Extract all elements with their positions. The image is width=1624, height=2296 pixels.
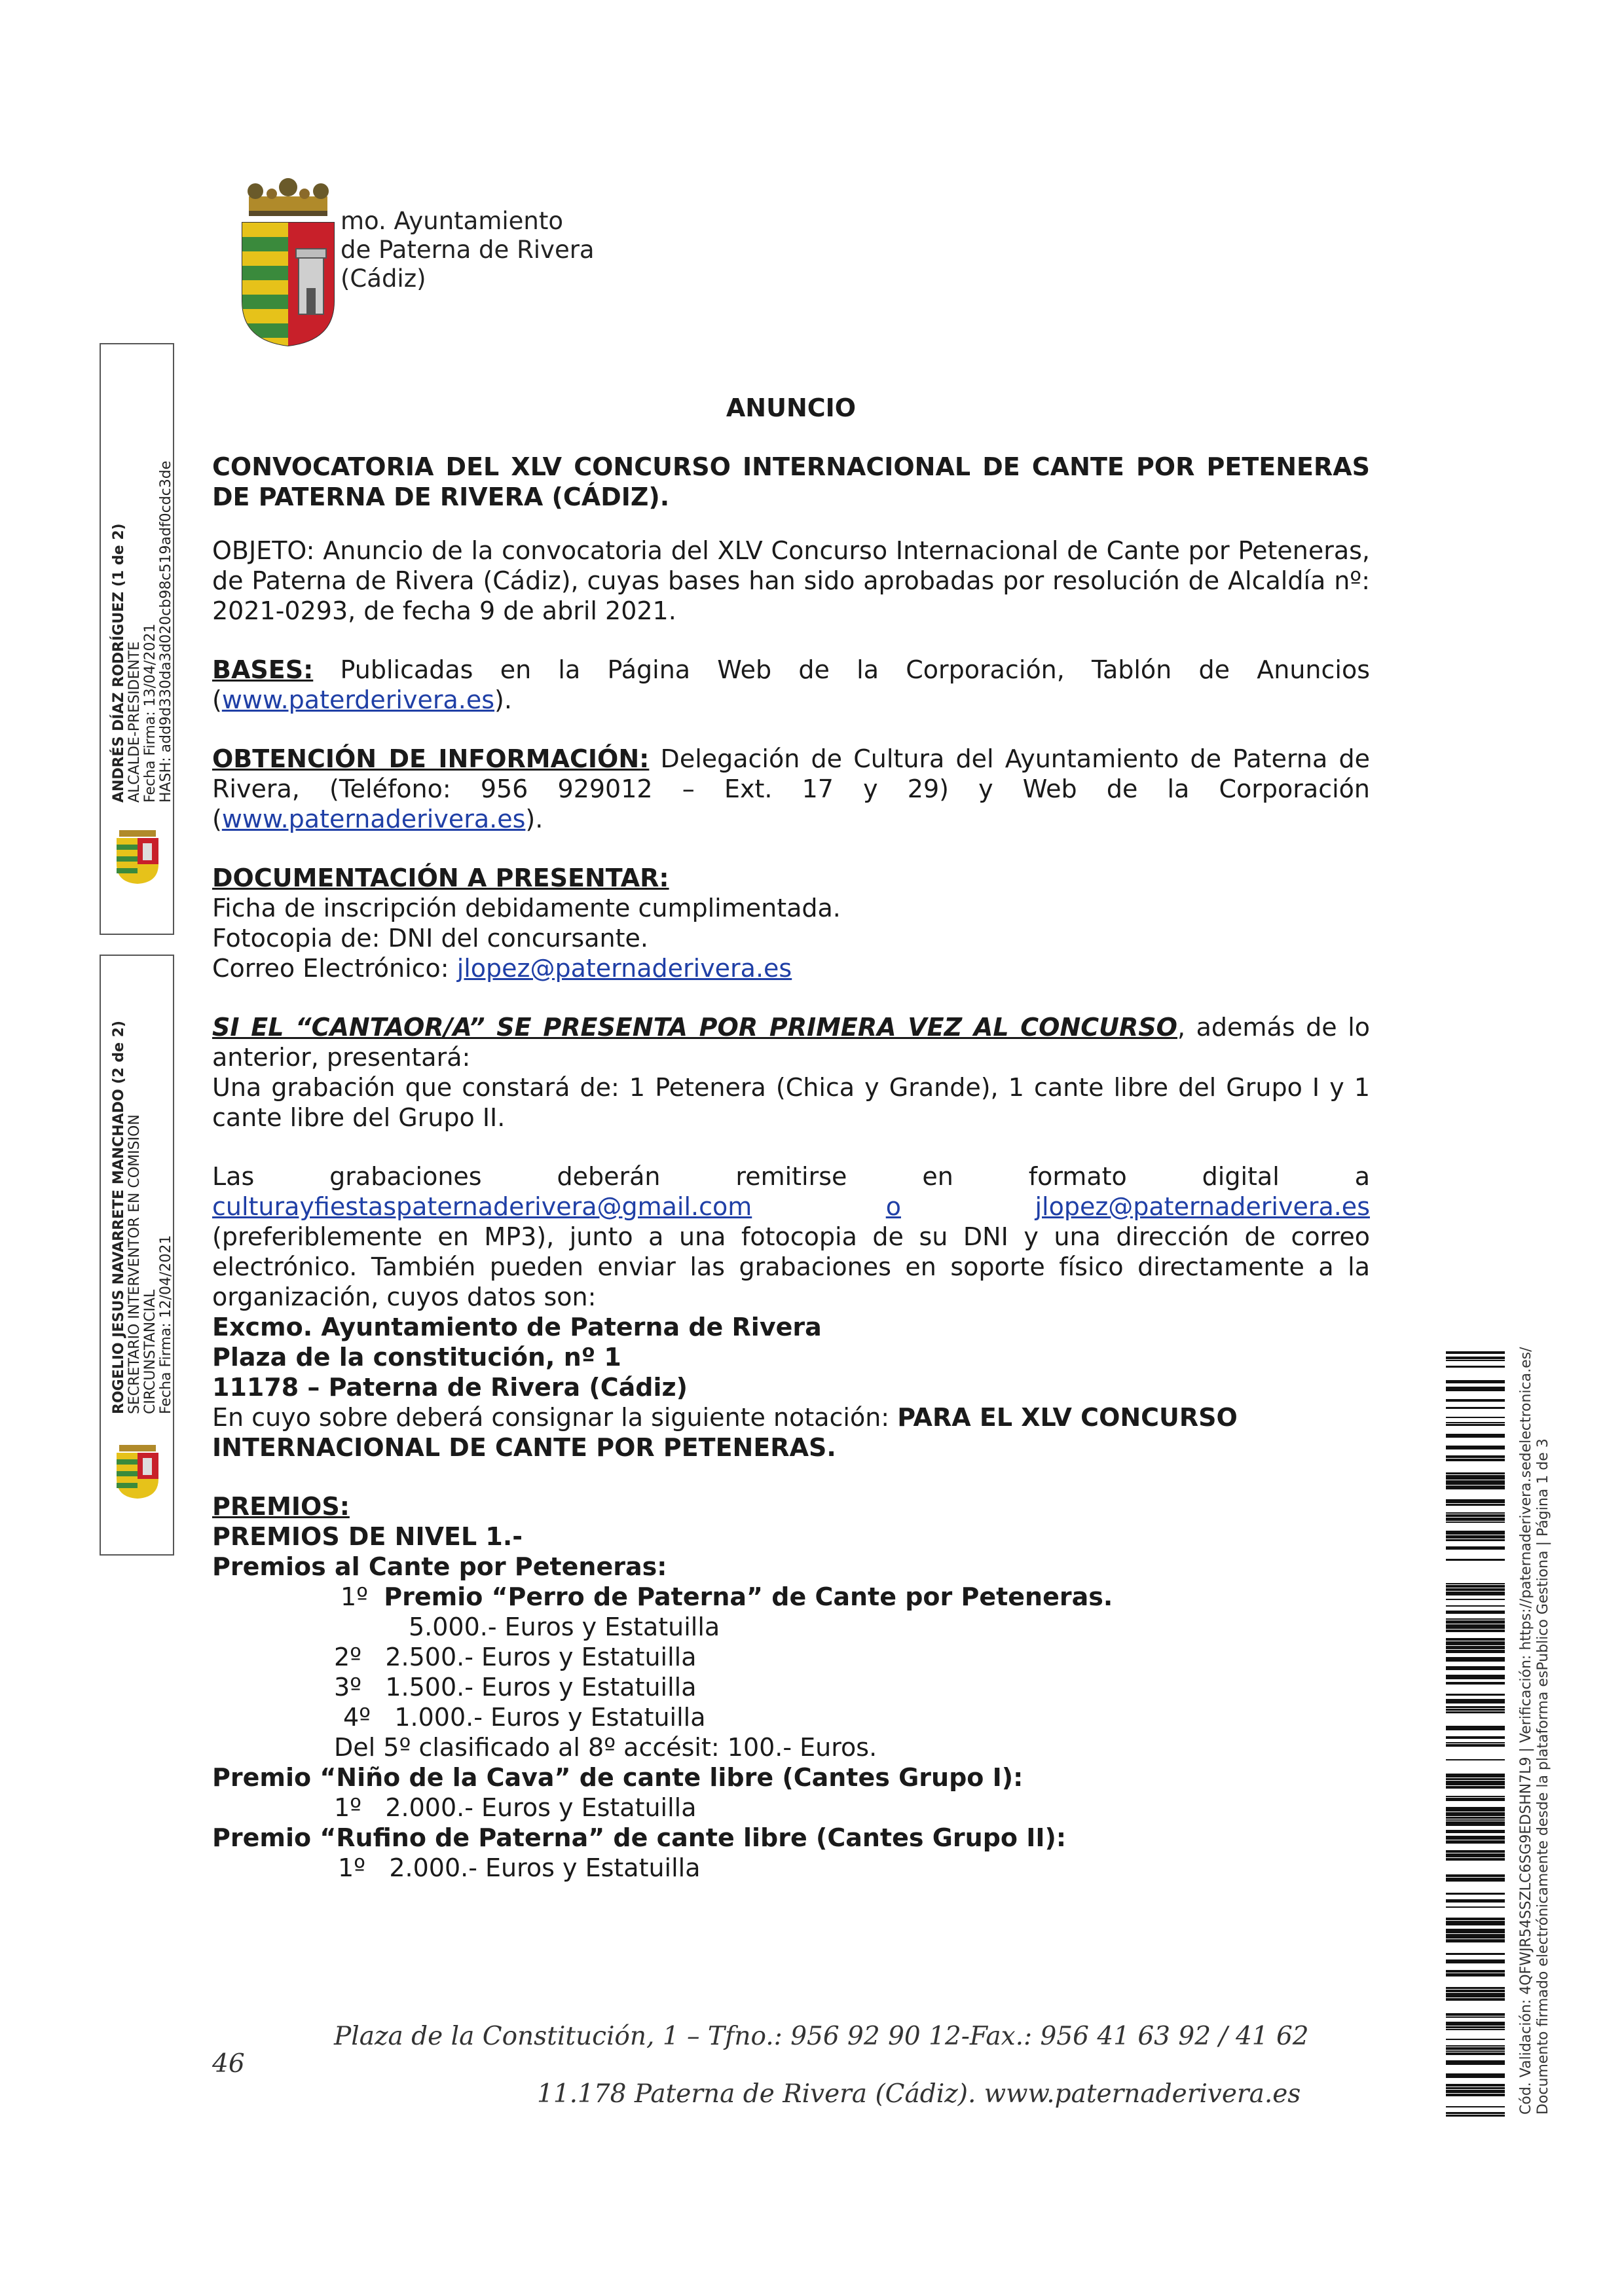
barcode-bar [1446, 1407, 1505, 1409]
bases-paragraph: BASES: Publicadas en la Página Web de la Corporación, Tablón de Anuncios (www.paterderivera.es). [212, 655, 1370, 714]
signature-stamp-1 [100, 343, 174, 935]
signature-hash: HASH: add9d330da3d020cb98c519adf0cdc3de [158, 460, 174, 803]
peteneras-heading: Premios al Cante por Peteneras: [212, 1552, 667, 1581]
barcode-bar [1446, 1836, 1505, 1840]
barcode-bar [1446, 1709, 1505, 1711]
document-body [212, 393, 1370, 1883]
coat-of-arms-logo [236, 177, 341, 347]
barcode-bar [1446, 1387, 1505, 1391]
barcode-bar [1446, 1531, 1505, 1535]
barcode-bar [1446, 1918, 1505, 1920]
organization-name [341, 207, 595, 293]
org-line-2: de Paterna de Rivera [341, 236, 595, 264]
prize-1-amount: 5.000.- Euros y Estatuilla [409, 1613, 720, 1641]
info-paragraph: OBTENCIÓN DE INFORMACIÓN: Delegación de Cultura del Ayuntamiento de Paterna de Rivera, (Teléfono: 956 929012 – Ext. 17 y 29) y Web de la Corporación (www.paternaderivera.es). [212, 744, 1370, 833]
bases-label: BASES: [212, 655, 314, 684]
barcode-bar [1446, 1778, 1505, 1780]
documentation-label: DOCUMENTACIÓN A PRESENTAR: [212, 864, 669, 892]
barcode-bar [1446, 1475, 1505, 1480]
barcode-bar [1446, 2084, 1505, 2086]
barcode-bar [1446, 1539, 1505, 1541]
barcode-bar [1446, 1599, 1505, 1600]
barcode-bar [1446, 1611, 1505, 1614]
jlopez-email-link[interactable]: jlopez@paternaderivera.es [1035, 1192, 1370, 1221]
address-line-1: Excmo. Ayuntamiento de Paterna de Rivera [212, 1313, 822, 1341]
rufino-heading: Premio “Rufino de Paterna” de cante libre (Cantes Grupo II): [212, 1823, 1067, 1852]
barcode-bar [1446, 1588, 1505, 1591]
barcode-bar [1446, 1798, 1505, 1801]
barcode-bar [1446, 1485, 1505, 1489]
barcode-bar [1446, 1774, 1505, 1777]
barcode-bar [1446, 1512, 1505, 1514]
signer-role-2: CIRCUNSTANCIAL [142, 1289, 158, 1414]
barcode-bar [1446, 1366, 1505, 1368]
barcode-bar [1446, 1446, 1505, 1449]
barcode-bar [1446, 1699, 1505, 1704]
documentation-line-3: Correo Electrónico: jlopez@paternaderivera.es [212, 954, 792, 983]
barcode-bar [1446, 1830, 1505, 1833]
nino-prize: 1º 2.000.- Euros y Estatuilla [334, 1793, 697, 1822]
page-number: 46 [212, 2049, 245, 2079]
barcode-bar [1446, 1422, 1505, 1423]
info-link[interactable]: www.paternaderivera.es [221, 805, 526, 833]
barcode-bar [1446, 1812, 1505, 1816]
info-label: OBTENCIÓN DE INFORMACIÓN: [212, 744, 650, 773]
barcode-bar [1446, 1987, 1505, 1989]
barcode-bar [1446, 2115, 1505, 2117]
barcode-bar [1446, 1878, 1505, 1882]
documentation-line-1: Ficha de inscripción debidamente cumplimentada. [212, 894, 841, 922]
barcode-bar [1446, 1850, 1505, 1853]
barcode-bar [1446, 1893, 1505, 1895]
barcode-bar [1446, 1351, 1505, 1354]
barcode-bar [1446, 1796, 1505, 1797]
org-line-3: (Cádiz) [341, 264, 426, 293]
objeto-paragraph: OBJETO: Anuncio de la convocatoria del XLV Concurso Internacional de Cante por Peteneras, de Paterna de Rivera (Cádiz), cuyas bases han sido aprobadas por resolución de Alcaldía nº: 2021-0293, de fecha 9 de abril 2021. [212, 536, 1370, 625]
barcode-bar [1446, 2047, 1505, 2050]
barcode-bar [1446, 1711, 1505, 1713]
barcode-bar [1446, 1998, 1505, 2001]
barcode-bar [1446, 1973, 1505, 1977]
barcode-bar [1446, 1592, 1505, 1595]
barcode-bar [1446, 2026, 1505, 2028]
barcode-bar [1446, 1959, 1505, 1963]
signer-name: ROGELIO JESUS NAVARRETE MANCHADO (2 de 2) [111, 1020, 127, 1414]
footer-address: Plaza de la Constitución, 1 – Tfno.: 956 92 90 12-Fax.: 956 41 63 92 / 41 62 [334, 2022, 1309, 2051]
barcode-bar [1446, 1499, 1505, 1503]
barcode-bar [1446, 1559, 1505, 1561]
barcode-bar [1446, 1817, 1505, 1819]
prize-2: 2º 2.500.- Euros y Estatuilla [334, 1643, 697, 1671]
barcode-bar [1446, 1666, 1505, 1670]
barcode-bar [1446, 1650, 1505, 1653]
barcode-bar [1446, 2052, 1505, 2055]
level-heading: PREMIOS DE NIVEL 1.- [212, 1522, 523, 1551]
barcode-bar [1446, 1504, 1505, 1506]
barcode-bar [1446, 1858, 1505, 1861]
barcode-bar [1446, 2094, 1505, 2096]
barcode-bar [1446, 1641, 1505, 1645]
verification-platform: Documento firmado electrónicamente desde la plataforma esPublico Gestiona | Página 1 de 3 [1535, 1438, 1551, 2115]
barcode-bar [1446, 1840, 1505, 1844]
email-link[interactable]: jlopez@paternaderivera.es [456, 954, 792, 983]
bases-link[interactable]: www.paterderivera.es [221, 685, 495, 714]
barcode-bar [1446, 1990, 1505, 1992]
barcode-bar [1446, 1424, 1505, 1426]
barcode-bar [1446, 1736, 1505, 1739]
barcode-bar [1446, 2022, 1505, 2026]
footer-city-web: 11.178 Paterna de Rivera (Cádiz). www.paternaderivera.es [537, 2079, 1301, 2109]
mini-crest-icon [113, 1444, 162, 1500]
barcode-bar [1446, 1583, 1505, 1584]
barcode-bar [1446, 1899, 1505, 1903]
mini-crest-icon [113, 829, 162, 885]
signature-stamp-2 [100, 955, 174, 1556]
barcode-bar [1446, 2045, 1505, 2047]
barcode-bar [1446, 1620, 1505, 1624]
culture-email-link[interactable]: culturayfiestaspaternaderivera@gmail.com [212, 1192, 752, 1221]
barcode-bar [1446, 1759, 1505, 1760]
barcode-bar [1446, 1480, 1505, 1485]
announcement-heading: CONVOCATORIA DEL XLV CONCURSO INTERNACIONAL DE CANTE POR PETENERAS DE PATERNA DE RIVERA (CÁDIZ). [212, 452, 1370, 511]
first-time-label: SI EL “CANTAOR/A” SE PRESENTA POR PRIMERA VEZ AL CONCURSO [212, 1013, 1177, 1042]
prize-5-8: Del 5º clasificado al 8º accésit: 100.- Euros. [334, 1733, 877, 1762]
barcode-bar [1446, 2090, 1505, 2093]
crown-icon [248, 178, 329, 216]
barcode-bar [1446, 1726, 1505, 1730]
barcode-bar [1446, 1970, 1505, 1973]
barcode-bar [1446, 1921, 1505, 1925]
barcode-bar [1446, 2016, 1505, 2018]
nino-heading: Premio “Niño de la Cava” de cante libre (Cantes Grupo I): [212, 1763, 1024, 1792]
barcode-bar [1446, 1514, 1505, 1517]
barcode-bar [1446, 1694, 1505, 1696]
barcode-bar [1446, 1399, 1505, 1402]
recordings-text: (preferiblemente en MP3), junto a una fotocopia de su DNI y una dirección de correo electrónico. También pueden enviar las grabaciones en soporte físico directamente a la organización, cuyos datos son: [212, 1222, 1370, 1311]
barcode-bar [1446, 1518, 1505, 1521]
barcode-bar [1446, 1934, 1505, 1939]
first-time-paragraph: SI EL “CANTAOR/A” SE PRESENTA POR PRIMERA VEZ AL CONCURSO, además de lo anterior, presentará: [212, 1013, 1371, 1072]
barcode-bar [1446, 1657, 1505, 1662]
barcode-bar [1446, 1624, 1505, 1629]
signature-date: Fecha Firma: 12/04/2021 [158, 1235, 174, 1414]
barcode-bar [1446, 1819, 1505, 1821]
barcode-bar [1446, 1472, 1505, 1474]
barcode-bar [1446, 1434, 1505, 1438]
premios-label: PREMIOS: [212, 1492, 350, 1521]
barcode-bar [1446, 1585, 1505, 1588]
barcode-bar [1446, 2013, 1505, 2016]
barcode-bar [1446, 1807, 1505, 1812]
shield-icon [242, 223, 334, 347]
barcode-bar [1446, 1605, 1505, 1607]
barcode-bar [1446, 1380, 1505, 1383]
barcode-bar [1446, 1646, 1505, 1649]
barcode-bar [1446, 2087, 1505, 2089]
address-line-3: 11178 – Paterna de Rivera (Cádiz) [212, 1373, 688, 1402]
barcode-bar [1446, 1630, 1505, 1632]
org-line-1: mo. Ayuntamiento [341, 207, 564, 235]
barcode-bar [1446, 2112, 1505, 2114]
barcode-bar [1446, 1744, 1505, 1747]
barcode-bar [1446, 1742, 1505, 1743]
barcode-bar [1446, 1929, 1505, 1933]
barcode-bar [1446, 2073, 1505, 2078]
verification-text [1518, 1347, 1552, 2115]
notation-paragraph: En cuyo sobre deberá consignar la siguiente notación: PARA EL XLV CONCURSO INTERNACIONAL DE CANTE POR PETENERAS. [212, 1403, 1238, 1462]
barcode-bar [1446, 1953, 1505, 1955]
barcode-bar [1446, 1360, 1505, 1361]
signature-text-2 [111, 1021, 174, 1414]
barcode-bar [1446, 1459, 1505, 1461]
barcode-bar [1446, 1781, 1505, 1785]
document-title: ANUNCIO [726, 393, 857, 422]
signer-name: ANDRÉS DÍAZ RODRÍGUEZ (1 de 2) [111, 523, 127, 803]
prize-3: 3º 1.500.- Euros y Estatuilla [334, 1673, 697, 1702]
barcode [1446, 1351, 1505, 2117]
address-line-2: Plaza de la constitución, nº 1 [212, 1343, 621, 1372]
barcode-bar [1446, 1786, 1505, 1789]
barcode-bar [1446, 1522, 1505, 1523]
first-time-recording: Una grabación que constará de: 1 Petenera (Chica y Grande), 1 cante libre del Grupo I y 1 cante libre del Grupo II. [212, 1073, 1370, 1132]
signature-text-1 [111, 461, 174, 803]
barcode-bar [1446, 2106, 1505, 2107]
signature-date: Fecha Firma: 13/04/2021 [142, 623, 158, 803]
barcode-bar [1446, 1535, 1505, 1539]
barcode-bar [1446, 1417, 1505, 1418]
prize-1: 1º Premio “Perro de Paterna” de Cante por Peteneras. [341, 1582, 1113, 1611]
recordings-line: Las grabaciones deberán remitirse en formato digital a [212, 1162, 1370, 1191]
verification-code: Cód. Validación: 4QFWJR54SSZLC6SG9EDSHN7L9 | Verificación: https://paternaderivera.sedelectronica.es/ [1518, 1347, 1534, 2115]
barcode-bar [1446, 1455, 1505, 1458]
recordings-emails: culturayfiestaspaternaderivera@gmail.com o jlopez@paternaderivera.es [212, 1192, 1370, 1221]
barcode-bar [1446, 1853, 1505, 1857]
barcode-bar [1446, 2029, 1505, 2030]
documentation-line-2: Fotocopia de: DNI del concursante. [212, 924, 648, 953]
barcode-bar [1446, 1821, 1505, 1826]
barcode-bar [1446, 1546, 1505, 1550]
barcode-bar [1446, 1638, 1505, 1641]
barcode-bar [1446, 1906, 1505, 1908]
barcode-bar [1446, 1939, 1505, 1942]
signer-role: SECRETARIO INTERVENTOR EN COMISION [126, 1114, 143, 1414]
signer-role: ALCALDE-PRESIDENTE [126, 641, 143, 803]
barcode-bar [1446, 1993, 1505, 1997]
barcode-bar [1446, 1682, 1505, 1685]
barcode-bar [1446, 2050, 1505, 2052]
barcode-bar [1446, 1618, 1505, 1620]
barcode-bar [1446, 1874, 1505, 1877]
rufino-prize: 1º 2.000.- Euros y Estatuilla [338, 1853, 701, 1882]
barcode-bar [1446, 1675, 1505, 1679]
barcode-bar [1446, 2060, 1505, 2065]
barcode-bar [1446, 2039, 1505, 2040]
barcode-bar [1446, 1357, 1505, 1359]
barcode-bar [1446, 1706, 1505, 1708]
prize-4: 4º 1.000.- Euros y Estatuilla [343, 1703, 706, 1732]
